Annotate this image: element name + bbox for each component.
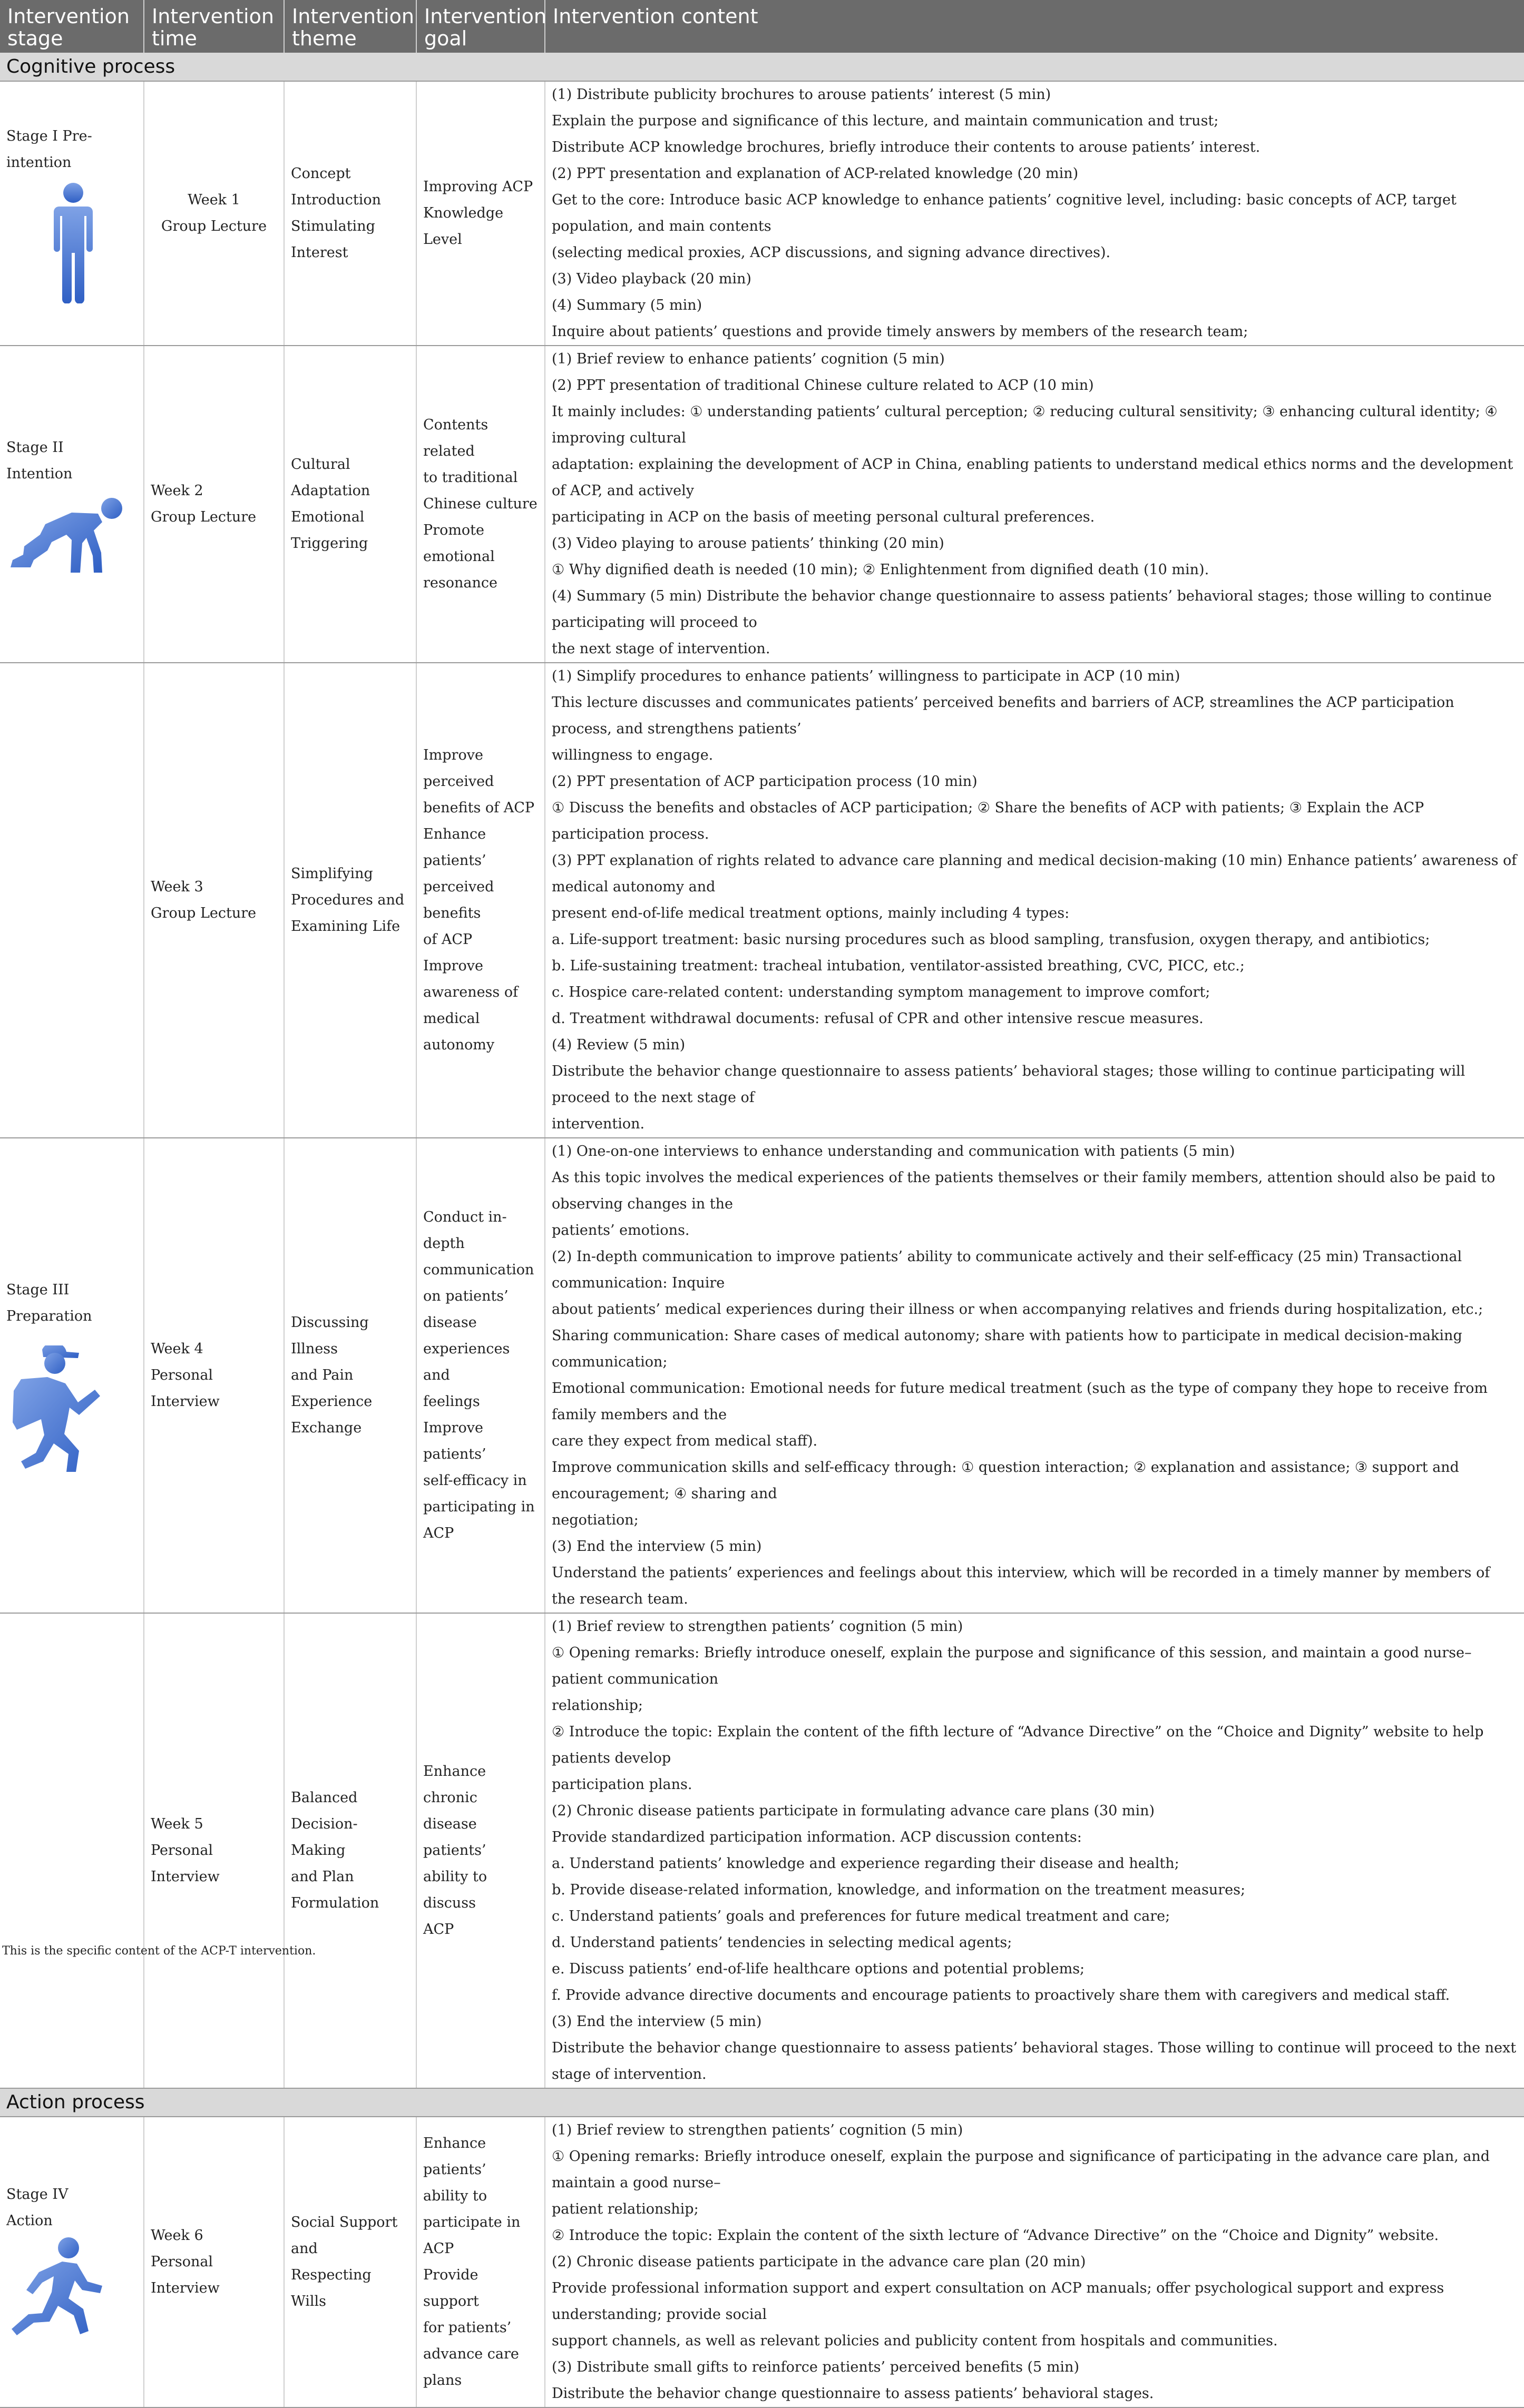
content-line: (3) End the interview (5 min): [552, 1538, 762, 1555]
table-row: [0, 1138, 1524, 1613]
content-line: ① Opening remarks: Briefly introduce oneself, explain the purpose and significance of participating in the advance care plan, and maintain a good nurse–: [552, 2148, 1490, 2191]
content-line: relationship;: [552, 1697, 643, 1714]
content-line: It mainly includes: ① understanding patients’ cultural perception; ② reducing cultural sensitivity; ③ enhancing cultural identity; ④ improving cultural: [552, 404, 1498, 446]
content-line: (1) Simplify procedures to enhance patients’ willingness to participate in ACP (10 min): [552, 668, 1180, 684]
content-line: (3) Distribute small gifts to reinforce patients’ perceived benefits (5 min): [552, 2359, 1079, 2375]
content-line: a. Understand patients’ knowledge and experience regarding their disease and health;: [552, 1855, 1179, 1872]
goal-label: Improving ACP Knowledge Level: [423, 179, 533, 248]
content-line: (2) In-depth communication to improve patients’ ability to communicate actively and their self-efficacy (25 min) Transactional communication: Inquire: [552, 1249, 1462, 1291]
content-line: d. Understand patients’ tendencies in selecting medical agents;: [552, 1934, 1012, 1951]
content-cell: [545, 81, 1524, 346]
content-line: (selecting medical proxies, ACP discussions, and signing advance directives).: [552, 244, 1111, 261]
goal-label: Improve perceived benefits of ACP Enhance patients’ perceived benefits of ACP Improve awareness of medical autonomy: [423, 747, 535, 1053]
content-line: (2) PPT presentation and explanation of ACP-related knowledge (20 min): [552, 165, 1079, 182]
content-line: a. Life-support treatment: basic nursing procedures such as blood sampling, transfusion, oxygen therapy, and antibiotics;: [552, 931, 1430, 948]
content-line: ② Introduce the topic: Explain the content of the sixth lecture of “Advance Directive” on the “Choice and Dignity” website.: [552, 2227, 1439, 2244]
content-line: (2) Chronic disease patients participate in formulating advance care plans (30 min): [552, 1803, 1155, 1819]
goal-label: Contents related to traditional Chinese culture Promote emotional resonance: [423, 417, 538, 591]
time-label: Week 5 Personal Interview: [151, 1816, 220, 1885]
content-line: (4) Summary (5 min): [552, 297, 702, 313]
content-line: Inquire about patients’ questions and provide timely answers by members of the research team;: [552, 323, 1248, 340]
section-row-action: [0, 2088, 1524, 2117]
theme-label: Discussing Illness and Pain Experience Exchange: [291, 1314, 373, 1436]
table-row: [0, 81, 1524, 346]
theme-cell: [284, 663, 416, 1138]
table-row: [0, 2117, 1524, 2407]
running-person-icon: [9, 2237, 104, 2343]
content-line: d. Treatment withdrawal documents: refusal of CPR and other intensive rescue measures.: [552, 1010, 1204, 1027]
content-line: participation plans.: [552, 1776, 692, 1793]
content-line: (1) Brief review to enhance patients’ cognition (5 min): [552, 351, 945, 367]
table-row: [0, 1613, 1524, 2088]
goal-label: Enhance patients’ ability to participate in ACP Provide support for patients’ advance care plans: [423, 2135, 521, 2389]
content-cell: [545, 663, 1524, 1138]
theme-cell: [284, 81, 416, 346]
time-cell: [144, 81, 284, 346]
content-line: participating in ACP on the basis of meeting personal cultural preferences.: [552, 509, 1095, 525]
content-line: support channels, as well as relevant policies and publicity content from hospitals and communities.: [552, 2333, 1278, 2349]
content-line: Explain the purpose and significance of this lecture, and maintain communication and trust;: [552, 113, 1219, 129]
stage-cell: [0, 663, 144, 1138]
table-row: [0, 663, 1524, 1138]
goal-cell: [416, 346, 545, 663]
content-line: (2) PPT presentation of traditional Chinese culture related to ACP (10 min): [552, 377, 1094, 394]
content-line: present end-of-life medical treatment options, mainly including 4 types:: [552, 905, 1070, 921]
crouching-start-person-icon: [8, 498, 124, 574]
content-line: intervention.: [552, 1116, 645, 1132]
content-line: (1) One-on-one interviews to enhance understanding and communication with patients (5 min): [552, 1143, 1235, 1159]
stage-label: Stage III Preparation: [6, 1281, 92, 1324]
content-line: patient relationship;: [552, 2201, 699, 2217]
goal-cell: [416, 1613, 545, 2088]
theme-label: Cultural Adaptation Emotional Triggering: [291, 456, 370, 552]
content-line: (2) Chronic disease patients participate in the advance care plan (20 min): [552, 2254, 1086, 2270]
theme-cell: [284, 1138, 416, 1613]
stage-cell: [0, 81, 144, 346]
content-cell: [545, 346, 1524, 663]
theme-label: Concept Introduction Stimulating Interest: [291, 165, 381, 261]
time-label: Week 6 Personal Interview: [151, 2227, 220, 2296]
content-line: (3) End the interview (5 min): [552, 2013, 762, 2030]
content-line: negotiation;: [552, 1512, 639, 1528]
content-line: the next stage of intervention.: [552, 641, 770, 657]
content-line: Get to the core: Introduce basic ACP knowledge to enhance patients’ cognitive level, including: basic concepts of ACP, target population, and main contents: [552, 192, 1457, 234]
stage-cell: [0, 1613, 144, 2088]
content-line: Emotional communication: Emotional needs for future medical treatment (such as the type of company they hope to receive from family members and the: [552, 1380, 1488, 1423]
header-intervention-goal: Intervention goal: [416, 0, 545, 53]
content-cell: [545, 1613, 1524, 2088]
content-line: f. Provide advance directive documents and encourage patients to proactively share them with caregivers and medical staff.: [552, 1987, 1450, 2003]
time-cell: [144, 663, 284, 1138]
content-line: (2) PPT presentation of ACP participation process (10 min): [552, 773, 978, 790]
stage-label: Stage II Intention: [6, 439, 73, 482]
goal-label: Conduct in-depth communication on patients’ disease experiences and feelings Improve patients’ self-efficacy in participating in ACP: [423, 1209, 535, 1541]
time-cell: [144, 1613, 284, 2088]
content-line: b. Provide disease-related information, knowledge, and information on the treatment measures;: [552, 1882, 1246, 1898]
content-line: (3) Video playing to arouse patients’ thinking (20 min): [552, 535, 944, 552]
content-line: e. Discuss patients’ end-of-life healthcare options and potential problems;: [552, 1961, 1085, 1977]
content-line: adaptation: explaining the development of ACP in China, enabling patients to understand medical ethics norms and the development of ACP, and actively: [552, 456, 1513, 499]
table-footnote: This is the specific content of the ACP-T intervention.: [2, 1944, 316, 1958]
content-line: c. Understand patients’ goals and preferences for future medical treatment and care;: [552, 1908, 1170, 1924]
stage-cell: [0, 2117, 144, 2407]
goal-label: Enhance chronic disease patients’ ability to discuss ACP: [423, 1763, 487, 1938]
header-intervention-content: Intervention content: [545, 0, 1524, 53]
stage-cell: [0, 1138, 144, 1613]
time-label: Week 3 Group Lecture: [151, 879, 257, 921]
content-line: Sharing communication: Share cases of medical autonomy; share with patients how to participate in medical decision-making communication;: [552, 1328, 1462, 1370]
content-line: (3) PPT explanation of rights related to advance care planning and medical decision-making (10 min) Enhance patients’ awareness of medical autonomy and: [552, 852, 1517, 895]
content-line: care they expect from medical staff).: [552, 1433, 818, 1449]
stage-label: Stage IV Action: [6, 2186, 69, 2229]
content-line: (1) Distribute publicity brochures to arouse patients’ interest (5 min): [552, 86, 1051, 103]
content-line: Provide standardized participation information. ACP discussion contents:: [552, 1829, 1082, 1845]
table-row: [0, 346, 1524, 663]
content-line: Improve communication skills and self-efficacy through: ① question interaction; ② explanation and assistance; ③ support and encouragement; ④ sharing and: [552, 1459, 1459, 1502]
content-line: ② Introduce the topic: Explain the content of the fifth lecture of “Advance Directive” on the “Choice and Dignity” website to help patients develop: [552, 1724, 1484, 1766]
content-line: Distribute the behavior change questionnaire to assess patients’ behavioral stages; those willing to continue participating will proceed to the next stage of: [552, 1063, 1466, 1106]
time-label: Week 1 Group Lecture: [161, 192, 267, 234]
content-line: (1) Brief review to strengthen patients’ cognition (5 min): [552, 1618, 963, 1635]
theme-cell: [284, 2117, 416, 2407]
header-intervention-time: Intervention time: [144, 0, 284, 53]
content-line: willingness to engage.: [552, 747, 714, 763]
content-line: c. Hospice care-related content: understanding symptom management to improve comfort;: [552, 984, 1210, 1000]
walking-person-icon: [9, 1345, 104, 1475]
content-line: Distribute ACP knowledge brochures, briefly introduce their contents to arouse patients’ interest.: [552, 139, 1261, 155]
stage-label: Stage I Pre-intention: [6, 128, 92, 171]
content-line: As this topic involves the medical experiences of the patients themselves or their family members, attention should also be paid to observing changes in the: [552, 1169, 1496, 1212]
content-line: Distribute the behavior change questionnaire to assess patients’ behavioral stages. Those willing to continue will proceed to the next stage of intervention.: [552, 2040, 1517, 2082]
content-cell: [545, 2117, 1524, 2407]
theme-label: Social Support and Respecting Wills: [291, 2214, 398, 2309]
goal-cell: [416, 663, 545, 1138]
goal-cell: [416, 81, 545, 346]
section-row-cognitive: [0, 53, 1524, 81]
theme-label: Balanced Decision-Making and Plan Formulation: [291, 1790, 379, 1911]
content-line: This lecture discusses and communicates patients’ perceived benefits and barriers of ACP, streamlines the ACP participation process, and strengthens patients’: [552, 694, 1454, 737]
content-line: (4) Summary (5 min) Distribute the behavior change questionnaire to assess patients’ behavioral stages; those willing to continue participating will proceed to: [552, 588, 1492, 631]
content-line: about patients’ medical experiences during their illness or when accompanying relatives and friends during hospitalization, etc.;: [552, 1301, 1483, 1318]
time-cell: [144, 1138, 284, 1613]
stage-cell: [0, 346, 144, 663]
theme-cell: [284, 346, 416, 663]
time-label: Week 2 Group Lecture: [151, 483, 257, 525]
content-line: (4) Review (5 min): [552, 1037, 686, 1053]
content-line: Distribute the behavior change questionnaire to assess patients’ behavioral stages.: [552, 2385, 1154, 2402]
header-intervention-theme: Intervention theme: [284, 0, 416, 53]
standing-person-icon: [50, 182, 97, 303]
goal-cell: [416, 2117, 545, 2407]
content-line: Provide professional information support and expert consultation on ACP manuals; offer psychological support and express understanding; provide social: [552, 2280, 1444, 2323]
content-line: ① Discuss the benefits and obstacles of ACP participation; ② Share the benefits of ACP with patients; ③ Explain the ACP participation process.: [552, 800, 1424, 842]
content-line: (1) Brief review to strengthen patients’ cognition (5 min): [552, 2122, 963, 2138]
goal-cell: [416, 1138, 545, 1613]
header-row: [0, 0, 1524, 53]
content-line: (3) Video playback (20 min): [552, 271, 751, 287]
content-line: b. Life-sustaining treatment: tracheal intubation, ventilator-assisted breathing, CVC, PICC, etc.;: [552, 958, 1245, 974]
content-cell: [545, 1138, 1524, 1613]
theme-cell: [284, 1613, 416, 2088]
header-intervention-stage: Intervention stage: [0, 0, 144, 53]
section-label-action: Action process: [0, 2088, 1524, 2117]
content-line: ① Opening remarks: Briefly introduce oneself, explain the purpose and significance of this session, and maintain a good nurse–patient communication: [552, 1645, 1472, 1687]
time-cell: [144, 2117, 284, 2407]
content-line: Understand the patients’ experiences and feelings about this interview, which will be recorded in a timely manner by members of the research team.: [552, 1565, 1490, 1607]
time-label: Week 4 Personal Interview: [151, 1341, 220, 1410]
theme-label: Simplifying Procedures and Examining Life: [291, 866, 405, 935]
content-line: patients’ emotions.: [552, 1222, 690, 1239]
content-line: ① Why dignified death is needed (10 min); ② Enlightenment from dignified death (10 min).: [552, 562, 1209, 578]
time-cell: [144, 346, 284, 663]
section-label-cognitive: Cognitive process: [0, 53, 1524, 81]
